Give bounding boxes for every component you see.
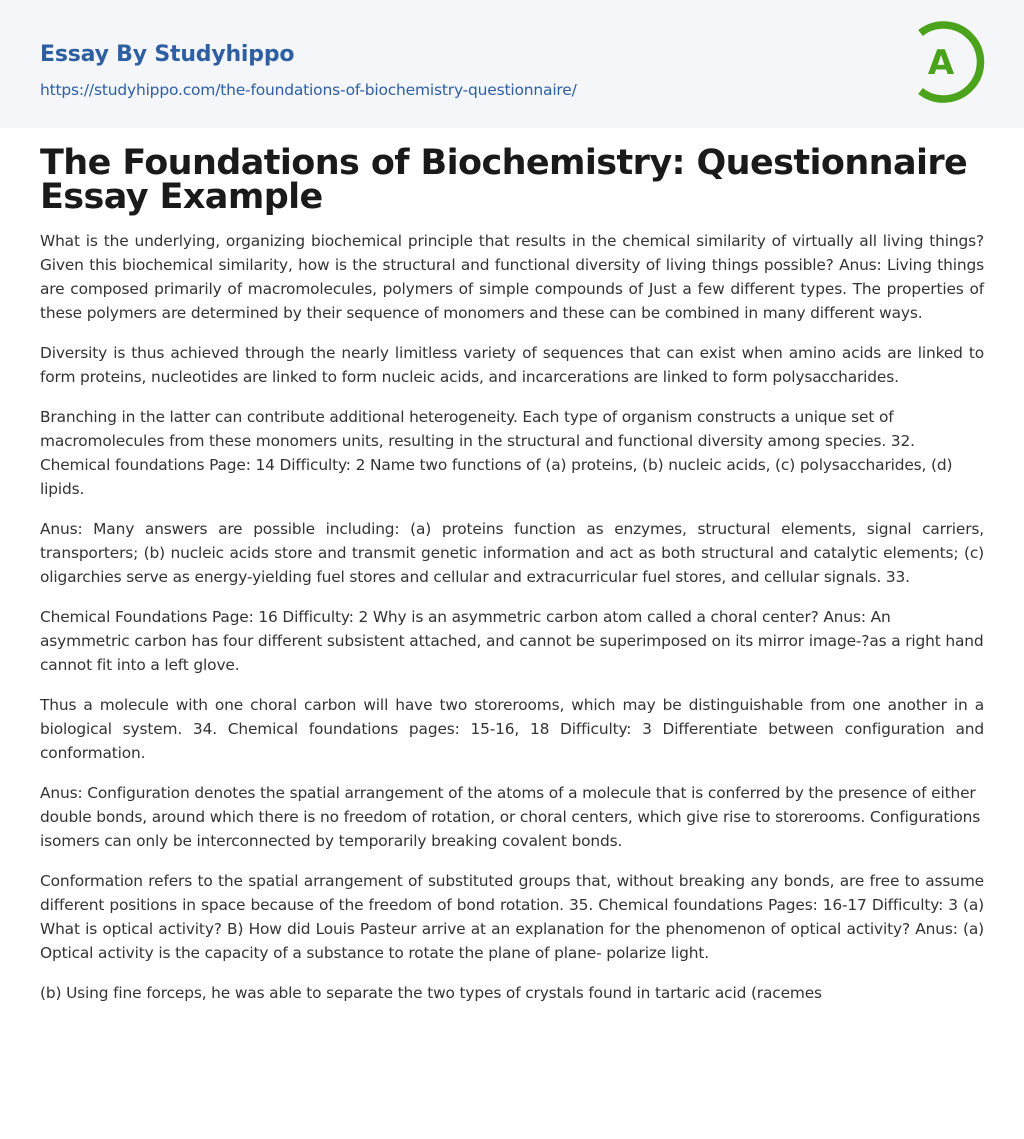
site-header (0, 0, 1024, 128)
studyhippo-logo-icon[interactable] (900, 18, 988, 106)
paragraph-1: What is the underlying, organizing biochemical principle that results in the chemical similarity of virtually all living things? Given this biochemical similarity, how is the structural and functional diversity of living things possible? Anus: Living things are composed primarily of macromolecules, polymers of simple compounds of Just a few different types. The properties of these polymers are determined by their sequence of monomers and these can be combined in many different ways. (40, 232, 984, 322)
paragraph-6: Thus a molecule with one choral carbon will have two storerooms, which may be distinguishable from one another in a biological system. 34. Chemical foundations pages: 15-16, 18 Difficulty: 3 Differentiate between configuration and conformation. (40, 696, 984, 762)
paragraph-5: Chemical Foundations Page: 16 Difficulty: 2 Why is an asymmetric carbon atom called a choral center? Anus: An asymmetric carbon has four different subsistent attached, and cannot be superimposed on its mirror image-?as a right hand cannot fit into a left glove. (40, 608, 984, 674)
brand-title: Essay By Studyhippo (40, 42, 295, 67)
paragraph-9: (b) Using fine forceps, he was able to separate the two types of crystals found in tartaric acid (racemes (40, 984, 822, 1002)
paragraph-3: Branching in the latter can contribute additional heterogeneity. Each type of organism constructs a unique set of macromolecules from these monomers units, resulting in the structural and functional diversity among species. 32. Chemical foundations Page: 14 Difficulty: 2 Name two functions of (a) proteins, (b) nucleic acids, (c) polysaccharides, (d) lipids. (40, 408, 953, 498)
article (0, 128, 1024, 1005)
paragraph-2: Diversity is thus achieved through the nearly limitless variety of sequences that can exist when amino acids are linked to form proteins, nucleotides are linked to form nucleic acids, and incarcerations are linked to form polysaccharides. (40, 344, 984, 386)
paragraph-4: Anus: Many answers are possible including: (a) proteins function as enzymes, structural elements, signal carriers, transporters; (b) nucleic acids store and transmit genetic information and act as both structural and catalytic elements; (c) oligarchies serve as energy-yielding fuel stores and cellular and extracurricular fuel stores, and cellular signals. 33. (40, 520, 984, 586)
source-url-link[interactable]: https://studyhippo.com/the-foundations-of-biochemistry-questionnaire/ (40, 81, 577, 99)
logo-letter: A (927, 43, 955, 83)
paragraph-7: Anus: Configuration denotes the spatial arrangement of the atoms of a molecule that is conferred by the presence of either double bonds, around which there is no freedom of rotation, or choral centers, which give rise to storerooms. Configurations isomers can only be interconnected by temporarily breaking covalent bonds. (40, 784, 981, 850)
paragraph-8: Conformation refers to the spatial arrangement of substituted groups that, without breaking any bonds, are free to assume different positions in space because of the freedom of bond rotation. 35. Chemical foundations Pages: 16-17 Difficulty: 3 (a) What is optical activity? B) How did Louis Pasteur arrive at an explanation for the phenomenon of optical activity? Anus: (a) Optical activity is the capacity of a substance to rotate the plane of plane- polarize light. (40, 872, 984, 962)
page-title: The Foundations of Biochemistry: Questionnaire Essay Example (40, 143, 968, 217)
